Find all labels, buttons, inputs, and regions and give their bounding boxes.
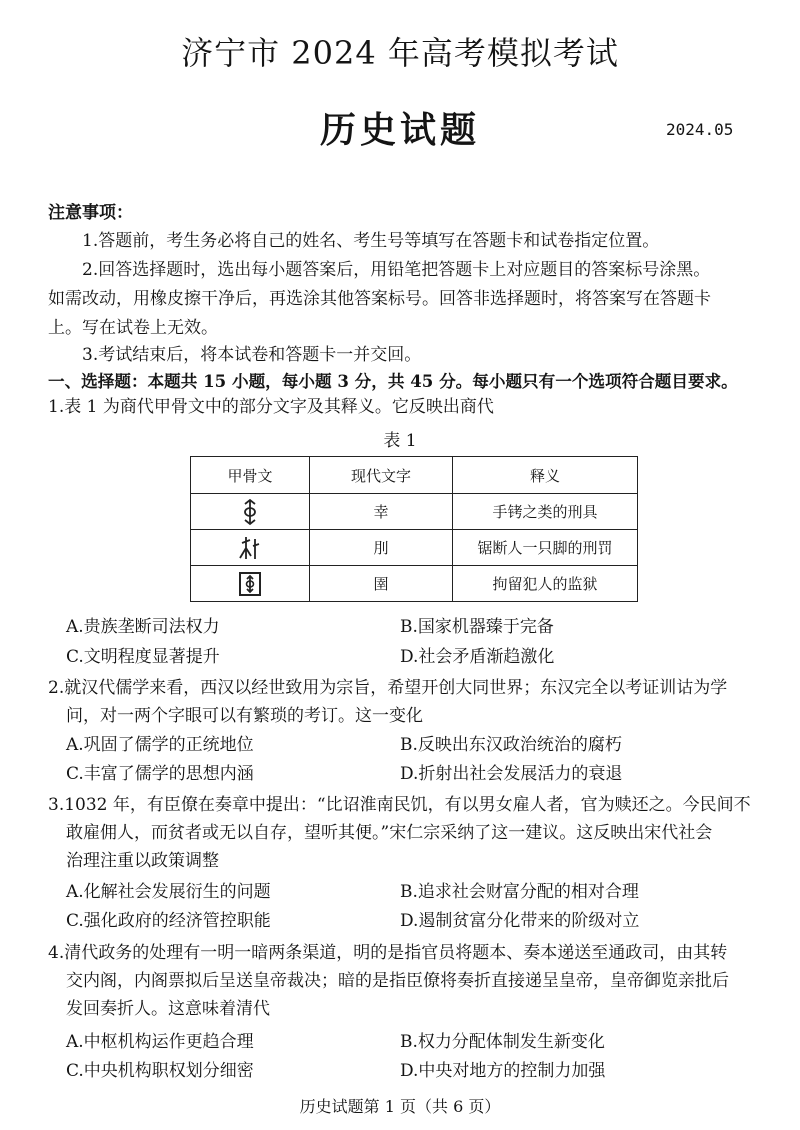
question-2-option-a: A.巩固了儒学的正统地位 [66,735,254,755]
table-cell-modern: 圉 [310,566,453,602]
question-3-option-a: A.化解社会发展衍生的问题 [66,882,271,902]
question-4-option-d: D.中央对地方的控制力加强 [400,1061,606,1081]
table-cell-modern: 幸 [310,494,453,530]
question-2-stem-line-1: 2.就汉代儒学来看，西汉以经世致用为宗旨，希望开创大同世界；东汉完全以考证训诂为学 [48,678,728,698]
question-2-stem-line-2: 问，对一两个字眼可以有繁琐的考订。这一变化 [66,706,423,726]
table-header-cell: 甲骨文 [191,457,310,494]
question-3-option-d: D.遏制贫富分化带来的阶级对立 [400,911,640,931]
question-2-option-c: C.丰富了儒学的思想内涵 [66,764,254,784]
page-footer: 历史试题第 1 页（共 6 页） [299,1097,501,1116]
oracle-glyph-cell [191,530,310,566]
question-1-option-d: D.社会矛盾渐趋激化 [400,647,555,667]
question-1-option-b: B.国家机器臻于完备 [400,617,554,637]
notice-item-3: 3.考试结束后，将本试卷和答题卡一并交回。 [82,345,422,365]
table-cell-meaning: 手铐之类的刑具 [453,494,638,530]
table-caption: 表 1 [383,431,417,451]
table-cell-modern: 刖 [310,530,453,566]
oracle-glyph-xing-icon [236,498,264,526]
question-2-option-b: B.反映出东汉政治统治的腐朽 [400,735,622,755]
question-4-stem-line-1: 4.清代政务的处理有一明一暗两条渠道，明的是指官员将题本、奏本递送至通政司，由其转 [48,943,728,963]
notice-item-2-line-3: 上。写在试卷上无效。 [48,318,218,338]
question-3-stem-line-1: 3.1032 年，有臣僚在奏章中提出：“比诏淮南民饥，有以男女雇人者，官为赎还之。今民间不 [48,795,751,815]
subject-title: 历史试题 [319,109,480,151]
oracle-glyph-yue-icon [236,534,264,562]
question-4-option-b: B.权力分配体制发生新变化 [400,1032,605,1052]
question-2-option-d: D.折射出社会发展活力的衰退 [400,764,623,784]
question-3-stem-line-2: 敢雇佣人，而贫者或无以自存，望听其便。”宋仁宗采纳了这一建议。这反映出宋代社会 [66,823,713,843]
notice-item-2-line-2: 如需改动，用橡皮擦干净后，再选涂其他答案标号。回答非选择题时，将答案写在答题卡 [48,289,711,309]
oracle-glyph-yu-icon [236,570,264,598]
section-heading: 一、选择题：本题共 15 小题，每小题 3 分，共 45 分。每小题只有一个选项符合题目要求。 [48,371,738,391]
oracle-glyph-cell [191,566,310,602]
question-4-stem-line-3: 发回奏折人。这意味着清代 [66,999,270,1019]
notice-item-2-line-1: 2.回答选择题时，选出每小题答案后，用铅笔把答题卡上对应题目的答案标号涂黑。 [82,260,711,280]
notice-item-1: 1.答题前，考生务必将自己的姓名、考生号等填写在答题卡和试卷指定位置。 [82,231,660,251]
exam-title: 济宁市 2024 年高考模拟考试 [181,34,619,72]
oracle-bone-table [190,456,638,602]
oracle-glyph-cell [191,494,310,530]
question-4-option-a: A.中枢机构运作更趋合理 [66,1032,254,1052]
notice-heading: 注意事项： [48,203,133,223]
table-row [191,566,638,602]
question-4-stem-line-2: 交内阁，内阁票拟后呈送皇帝裁决；暗的是指臣僚将奏折直接递呈皇帝，皇帝御览亲批后 [66,971,729,991]
question-1-option-a: A.贵族垄断司法权力 [66,617,220,637]
table-cell-meaning: 锯断人一只脚的刑罚 [453,530,638,566]
table-row [191,494,638,530]
table-header-cell: 释义 [453,457,638,494]
question-4-option-c: C.中央机构职权划分细密 [66,1061,254,1081]
table-cell-meaning: 拘留犯人的监狱 [453,566,638,602]
table-row [191,530,638,566]
exam-date: 2024.05 [666,120,734,139]
question-3-option-b: B.追求社会财富分配的相对合理 [400,882,639,902]
question-3-stem-line-3: 治理注重以政策调整 [66,851,219,871]
question-3-option-c: C.强化政府的经济管控职能 [66,911,271,931]
question-1-stem: 1.表 1 为商代甲骨文中的部分文字及其释义。它反映出商代 [48,397,494,417]
question-1-option-c: C.文明程度显著提升 [66,647,220,667]
table-header-cell: 现代文字 [310,457,453,494]
table-header-row [191,457,638,494]
